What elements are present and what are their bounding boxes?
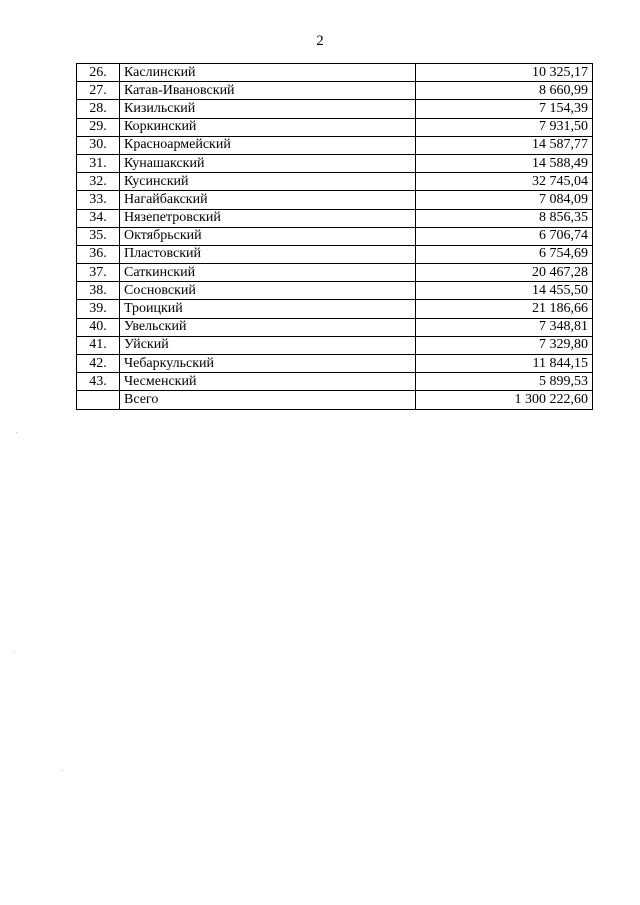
district-name: Кизильский xyxy=(120,100,416,118)
amount: 7 931,50 xyxy=(416,118,593,136)
table-total-row xyxy=(77,391,593,409)
table-row xyxy=(77,209,593,227)
scan-speck xyxy=(14,652,15,653)
district-name: Саткинский xyxy=(120,264,416,282)
amount: 14 587,77 xyxy=(416,136,593,154)
district-name: Уйский xyxy=(120,336,416,354)
total-label: Всего xyxy=(120,391,416,409)
district-name: Нагайбакский xyxy=(120,191,416,209)
row-number: 35. xyxy=(77,227,120,245)
district-name: Коркинский xyxy=(120,118,416,136)
row-number: 34. xyxy=(77,209,120,227)
table-row xyxy=(77,245,593,263)
amount: 7 084,09 xyxy=(416,191,593,209)
table-row xyxy=(77,154,593,172)
table-row xyxy=(77,300,593,318)
total-number xyxy=(77,391,120,409)
table-row xyxy=(77,191,593,209)
district-name: Красноармейский xyxy=(120,136,416,154)
row-number: 28. xyxy=(77,100,120,118)
amount: 10 325,17 xyxy=(416,64,593,82)
table-row xyxy=(77,318,593,336)
row-number: 27. xyxy=(77,82,120,100)
row-number: 42. xyxy=(77,355,120,373)
amount: 5 899,53 xyxy=(416,373,593,391)
row-number: 37. xyxy=(77,264,120,282)
amount: 8 856,35 xyxy=(416,209,593,227)
row-number: 26. xyxy=(77,64,120,82)
amount: 32 745,04 xyxy=(416,173,593,191)
table-row xyxy=(77,64,593,82)
row-number: 40. xyxy=(77,318,120,336)
row-number: 30. xyxy=(77,136,120,154)
table-row xyxy=(77,136,593,154)
amount: 21 186,66 xyxy=(416,300,593,318)
page-number: 2 xyxy=(316,33,324,49)
district-name: Троицкий xyxy=(120,300,416,318)
row-number: 39. xyxy=(77,300,120,318)
table-row xyxy=(77,100,593,118)
data-table xyxy=(76,63,593,410)
amount: 11 844,15 xyxy=(416,355,593,373)
district-name: Нязепетровский xyxy=(120,209,416,227)
amount: 14 455,50 xyxy=(416,282,593,300)
district-name: Кунашакский xyxy=(120,154,416,172)
scan-speck xyxy=(16,432,17,433)
amount: 7 329,80 xyxy=(416,336,593,354)
amount: 6 754,69 xyxy=(416,245,593,263)
amount: 14 588,49 xyxy=(416,154,593,172)
table-row xyxy=(77,227,593,245)
district-name: Октябрьский xyxy=(120,227,416,245)
table-row xyxy=(77,373,593,391)
table-row xyxy=(77,173,593,191)
district-name: Сосновский xyxy=(120,282,416,300)
row-number: 43. xyxy=(77,373,120,391)
amount: 7 154,39 xyxy=(416,100,593,118)
amount: 20 467,28 xyxy=(416,264,593,282)
row-number: 41. xyxy=(77,336,120,354)
table-body xyxy=(77,64,593,410)
district-name: Кусинский xyxy=(120,173,416,191)
district-name: Увельский xyxy=(120,318,416,336)
amount: 6 706,74 xyxy=(416,227,593,245)
district-name: Чебаркульский xyxy=(120,355,416,373)
district-name: Катав-Ивановский xyxy=(120,82,416,100)
row-number: 36. xyxy=(77,245,120,263)
amount: 7 348,81 xyxy=(416,318,593,336)
total-amount: 1 300 222,60 xyxy=(416,391,593,409)
row-number: 31. xyxy=(77,154,120,172)
district-name: Пластовский xyxy=(120,245,416,263)
amount: 8 660,99 xyxy=(416,82,593,100)
row-number: 33. xyxy=(77,191,120,209)
scan-speck xyxy=(62,770,63,771)
row-number: 38. xyxy=(77,282,120,300)
row-number: 29. xyxy=(77,118,120,136)
table-row xyxy=(77,118,593,136)
table-row xyxy=(77,355,593,373)
row-number: 32. xyxy=(77,173,120,191)
district-name: Каслинский xyxy=(120,64,416,82)
table-row xyxy=(77,282,593,300)
table-row xyxy=(77,82,593,100)
table-row xyxy=(77,264,593,282)
table-row xyxy=(77,336,593,354)
district-name: Чесменский xyxy=(120,373,416,391)
